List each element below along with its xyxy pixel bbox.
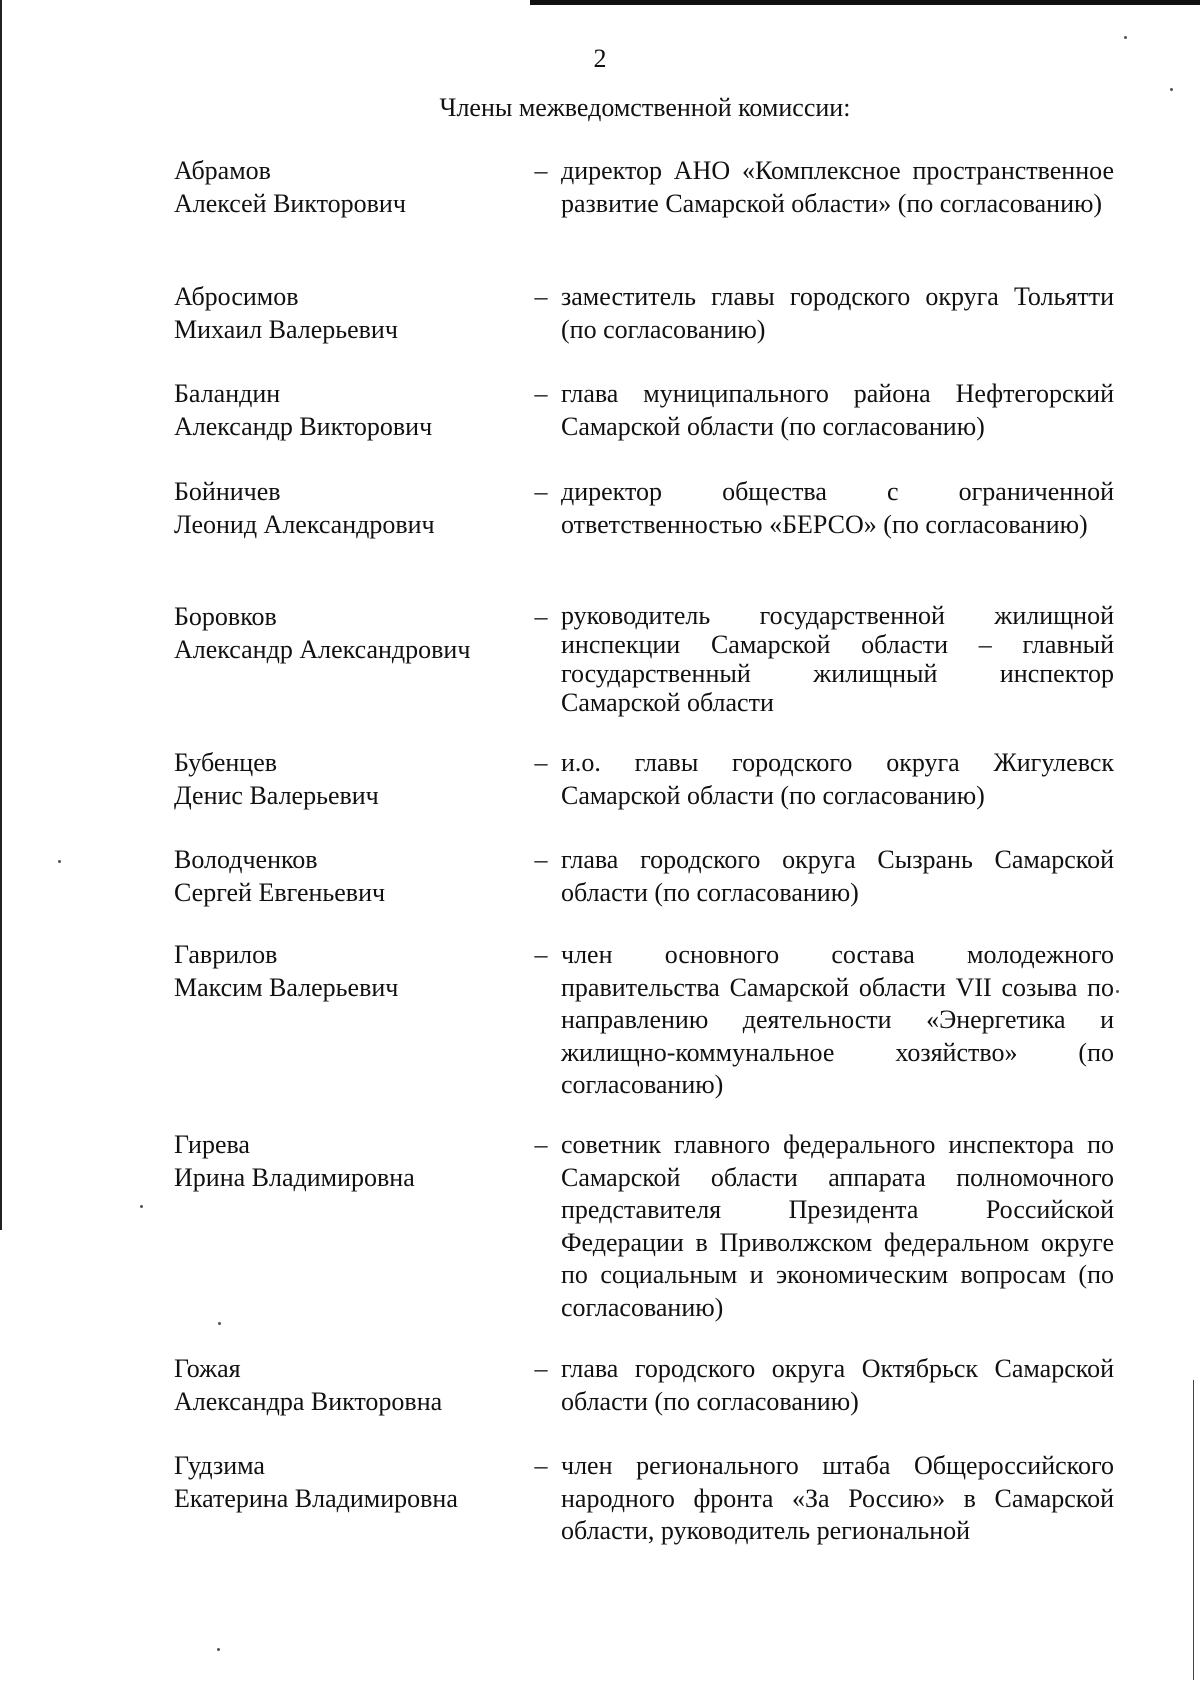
- member-role: глава городского округа Сызрань Самарской области (по согласованию): [561, 845, 1114, 907]
- member-surname: Гаврилов: [174, 940, 278, 969]
- scan-speck: [58, 860, 61, 863]
- member-surname: Абросимов: [174, 282, 299, 311]
- scan-speck: [217, 1648, 220, 1651]
- entry-dash: –: [534, 282, 548, 311]
- member-given-names: Александр Викторович: [174, 411, 433, 441]
- entry-dash: –: [534, 845, 548, 874]
- entry-dash: –: [534, 602, 548, 631]
- entry-dash: –: [534, 748, 548, 777]
- member-given-names: Алексей Викторович: [174, 188, 406, 218]
- entry-dash: –: [534, 940, 548, 969]
- entry-dash: –: [534, 477, 548, 506]
- member-name: [174, 939, 514, 1004]
- member-surname: Бубенцев: [174, 748, 278, 777]
- member-role: директор общества с ограниченной ответственностью «БЕРСО» (по согласованию): [561, 477, 1114, 539]
- entry-dash: –: [534, 1354, 548, 1383]
- member-surname: Бойничев: [174, 477, 281, 506]
- page-number: 2: [593, 44, 607, 73]
- right-scan-edge: [1193, 1380, 1194, 1680]
- member-role: глава городского округа Октябрьск Самарской области (по согласованию): [561, 1354, 1114, 1416]
- member-name: [174, 155, 514, 220]
- member-surname: Баландин: [174, 379, 281, 408]
- scan-speck: [218, 1322, 221, 1325]
- left-scan-edge: [0, 0, 2, 1230]
- member-role: руководитель государственной жилищной инспекции Самарской области – главный государственный жилищный инспектор Самарской области: [561, 601, 1114, 717]
- member-given-names: Екатерина Владимировна: [174, 1483, 458, 1513]
- member-role: и.о. главы городского округа Жигулевск Самарской области (по согласованию): [561, 748, 1114, 810]
- entry-dash: –: [534, 379, 548, 408]
- member-surname: Гирева: [174, 1130, 250, 1159]
- member-given-names: Максим Валерьевич: [174, 972, 399, 1002]
- member-given-names: Александра Викторовна: [174, 1386, 443, 1416]
- entry-dash: –: [534, 1130, 548, 1159]
- entry-dash: –: [534, 156, 548, 185]
- member-role: советник главного федерального инспектора по Самарской области аппарата полномочного представителя Президента Российской Федерации в Приволжском федеральном округе по социальным и экономическим вопросам (по согласованию): [561, 1130, 1114, 1322]
- member-name: [174, 1353, 514, 1418]
- entry-dash: –: [534, 1451, 548, 1480]
- member-given-names: Александр Александрович: [174, 634, 471, 664]
- member-name: [174, 476, 514, 541]
- member-given-names: Сергей Евгеньевич: [174, 877, 386, 907]
- member-name: [174, 601, 514, 666]
- top-border-line: [530, 0, 1200, 5]
- member-surname: Гожая: [174, 1354, 241, 1383]
- member-role: заместитель главы городского округа Тольятти (по согласованию): [561, 282, 1114, 344]
- member-surname: Володченков: [174, 845, 318, 874]
- member-name: [174, 747, 514, 812]
- member-role: член регионального штаба Общероссийского народного фронта «За Россию» в Самарской области, руководитель региональной: [561, 1451, 1114, 1545]
- member-name: [174, 1450, 514, 1515]
- member-role: член основного состава молодежного правительства Самарской области VII созыва по направлению деятельности «Энергетика и жилищно-коммунальное хозяйство» (по согласованию): [561, 940, 1114, 1099]
- scan-speck: [1116, 990, 1119, 993]
- member-given-names: Ирина Владимировна: [174, 1162, 415, 1192]
- member-surname: Абрамов: [174, 156, 271, 185]
- member-name: [174, 281, 514, 346]
- scan-speck: [140, 1205, 143, 1208]
- member-surname: Боровков: [174, 602, 277, 631]
- member-given-names: Леонид Александрович: [174, 509, 435, 539]
- document-heading: Члены межведомственной комиссии:: [439, 93, 851, 122]
- member-name: [174, 378, 514, 443]
- member-given-names: Михаил Валерьевич: [174, 314, 398, 344]
- member-role: директор АНО «Комплексное пространственное развитие Самарской области» (по согласованию): [561, 156, 1114, 218]
- member-surname: Гудзима: [174, 1451, 265, 1480]
- scan-speck: [1170, 88, 1173, 91]
- member-given-names: Денис Валерьевич: [174, 780, 379, 810]
- scan-speck: [1124, 36, 1127, 39]
- member-role: глава муниципального района Нефтегорский Самарской области (по согласованию): [561, 379, 1114, 441]
- member-name: [174, 844, 514, 909]
- member-name: [174, 1129, 514, 1194]
